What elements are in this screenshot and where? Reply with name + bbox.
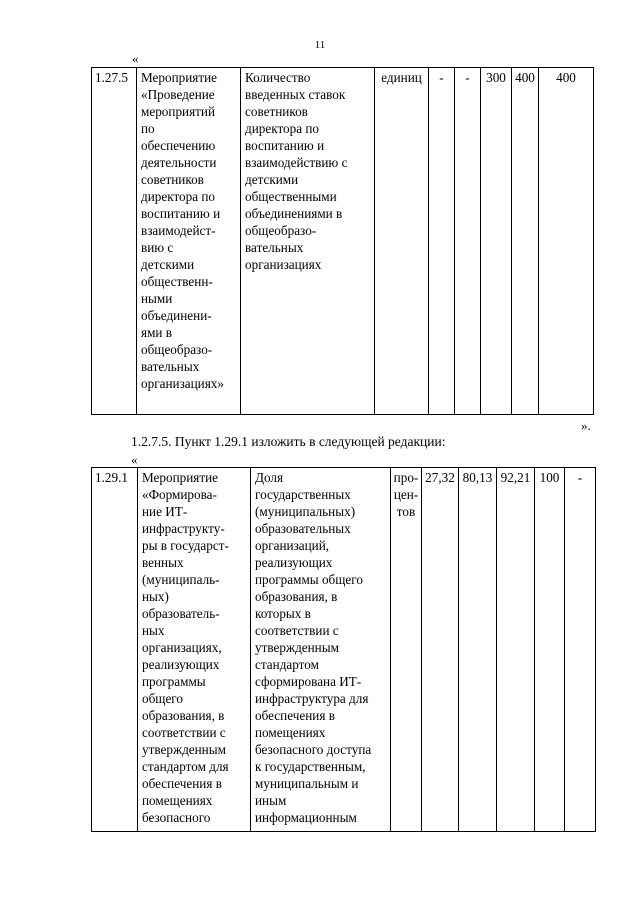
cell-text-line: стандартом для — [142, 759, 229, 774]
cell-text-line: инфраструктура для — [255, 691, 369, 706]
cell-text-line: общественными — [245, 189, 337, 204]
cell-text-line: мероприятий — [141, 104, 216, 119]
page-number: 11 — [314, 39, 326, 51]
cell-text-line: директора по — [141, 189, 216, 204]
cell-text-line: Мероприятие — [142, 470, 219, 485]
cell-text-line: воспитанию и — [245, 138, 325, 153]
cell-text-line: вию с — [141, 240, 174, 255]
cell-text-line: образования, в — [255, 589, 338, 604]
cell-text-line: вательных — [245, 240, 304, 255]
table-item-1-29-1 — [91, 467, 596, 832]
cell-text-line: «Проведение — [141, 87, 215, 102]
cell-text-line: деятельности — [141, 155, 217, 170]
cell-text-line: ных — [142, 623, 165, 638]
value-cell: - — [455, 68, 481, 415]
cell-text-line: «Формирова- — [142, 487, 217, 502]
cell-text-line: про- — [393, 470, 419, 485]
cell-text-line: общественн- — [141, 274, 213, 289]
cell-text-line: ными — [141, 291, 173, 306]
value-cell: 80,13 — [459, 468, 497, 832]
cell-text-line: взаимодейст- — [141, 223, 216, 238]
value-cell: 27,32 — [422, 468, 459, 832]
cell-text-line: утвержденным — [142, 742, 226, 757]
cell-text-line: Количество — [245, 70, 311, 85]
event-cell — [137, 68, 241, 415]
cell-text-line: которых в — [255, 606, 311, 621]
table-row — [92, 68, 594, 415]
cell-text-line: обеспечения в — [142, 776, 222, 791]
value-cell: 92,21 — [497, 468, 535, 832]
cell-text-line: программы — [142, 674, 206, 689]
cell-text-line: детскими — [141, 257, 195, 272]
cell-text-line: иным — [255, 793, 287, 808]
table-row — [92, 468, 596, 832]
cell-text-line: ных) — [142, 589, 169, 604]
cell-text-line: инфраструкту- — [142, 521, 225, 536]
cell-text-line: реализующих — [142, 657, 220, 672]
cell-text-line: организациях — [245, 257, 322, 272]
value-cell: 100 — [535, 468, 565, 832]
cell-text-line: воспитанию и — [141, 206, 221, 221]
cell-text-line: объединениями в — [245, 206, 343, 221]
value-cell: - — [429, 68, 455, 415]
cell-text-line: цен- — [393, 487, 419, 502]
cell-text-line: советников — [141, 172, 204, 187]
indicator-cell — [251, 468, 391, 832]
event-cell — [138, 468, 251, 832]
cell-text-line: взаимодействию с — [245, 155, 348, 170]
cell-text-line: по — [141, 121, 155, 136]
cell-text-line: (муниципаль- — [142, 572, 220, 587]
value-cell: 400 — [512, 68, 539, 415]
opening-quote: « — [132, 51, 139, 66]
cell-text-line: муниципальным и — [255, 776, 359, 791]
item-code-cell: 1.27.5 — [92, 68, 137, 415]
cell-text-line: образовательных — [255, 521, 351, 536]
cell-text-line: безопасного доступа — [255, 742, 372, 757]
value-cell: 400 — [539, 68, 594, 415]
cell-text-line: образователь- — [142, 606, 220, 621]
cell-text-line: ры в государст- — [142, 538, 229, 553]
value-cell: - — [565, 468, 596, 832]
cell-text-line: утвержденным — [255, 640, 339, 655]
cell-text-line: соответствии с — [255, 623, 339, 638]
cell-text-line: информационным — [255, 810, 357, 825]
cell-text-line: ями в — [141, 325, 172, 340]
cell-text-line: к государственным, — [255, 759, 366, 774]
cell-text-line: стандартом — [255, 657, 319, 672]
opening-quote: « — [131, 452, 138, 467]
cell-text-line: объединени- — [141, 308, 212, 323]
cell-text-line: реализующих — [255, 555, 333, 570]
cell-text-line: Доля — [255, 470, 284, 485]
cell-text-line: государственных — [255, 487, 351, 502]
cell-text-line: организаций, — [255, 538, 330, 553]
cell-text-line: обеспечения в — [255, 708, 335, 723]
cell-text-line: детскими — [245, 172, 299, 187]
cell-text-line: помещениях — [142, 793, 213, 808]
cell-text-line: образования, в — [142, 708, 225, 723]
amendment-paragraph: 1.2.7.5. Пункт 1.29.1 изложить в следующей редакции: — [131, 434, 446, 449]
unit-cell — [391, 468, 422, 832]
cell-text-line: обеспечению — [141, 138, 216, 153]
cell-text-line: (муниципальных) — [255, 504, 356, 519]
cell-text-line: введенных ставок — [245, 87, 346, 102]
cell-text-line: помещениях — [255, 725, 326, 740]
cell-text-line: организациях» — [141, 376, 224, 391]
cell-text-line: общеобразо- — [141, 342, 213, 357]
table-item-1-27-5 — [91, 67, 594, 415]
cell-text-line: общеобразо- — [245, 223, 317, 238]
cell-text-line: соответствии с — [142, 725, 226, 740]
cell-text-line: вательных — [141, 359, 200, 374]
cell-text-line: программы общего — [255, 572, 363, 587]
unit-cell: единиц — [375, 68, 429, 415]
cell-text-line: венных — [142, 555, 184, 570]
closing-quote: ». — [581, 418, 591, 433]
cell-text-line: безопасного — [142, 810, 211, 825]
cell-text-line: сформирована ИТ- — [255, 674, 362, 689]
cell-text-line: тов — [396, 504, 416, 519]
item-code-cell: 1.29.1 — [92, 468, 138, 832]
cell-text-line: директора по — [245, 121, 320, 136]
cell-text-line: советников — [245, 104, 308, 119]
value-cell: 300 — [481, 68, 512, 415]
cell-text-line: Мероприятие — [141, 70, 218, 85]
cell-text-line: общего — [142, 691, 183, 706]
cell-text-line: организациях, — [142, 640, 222, 655]
cell-text-line: ние ИТ- — [142, 504, 188, 519]
indicator-cell — [241, 68, 375, 415]
